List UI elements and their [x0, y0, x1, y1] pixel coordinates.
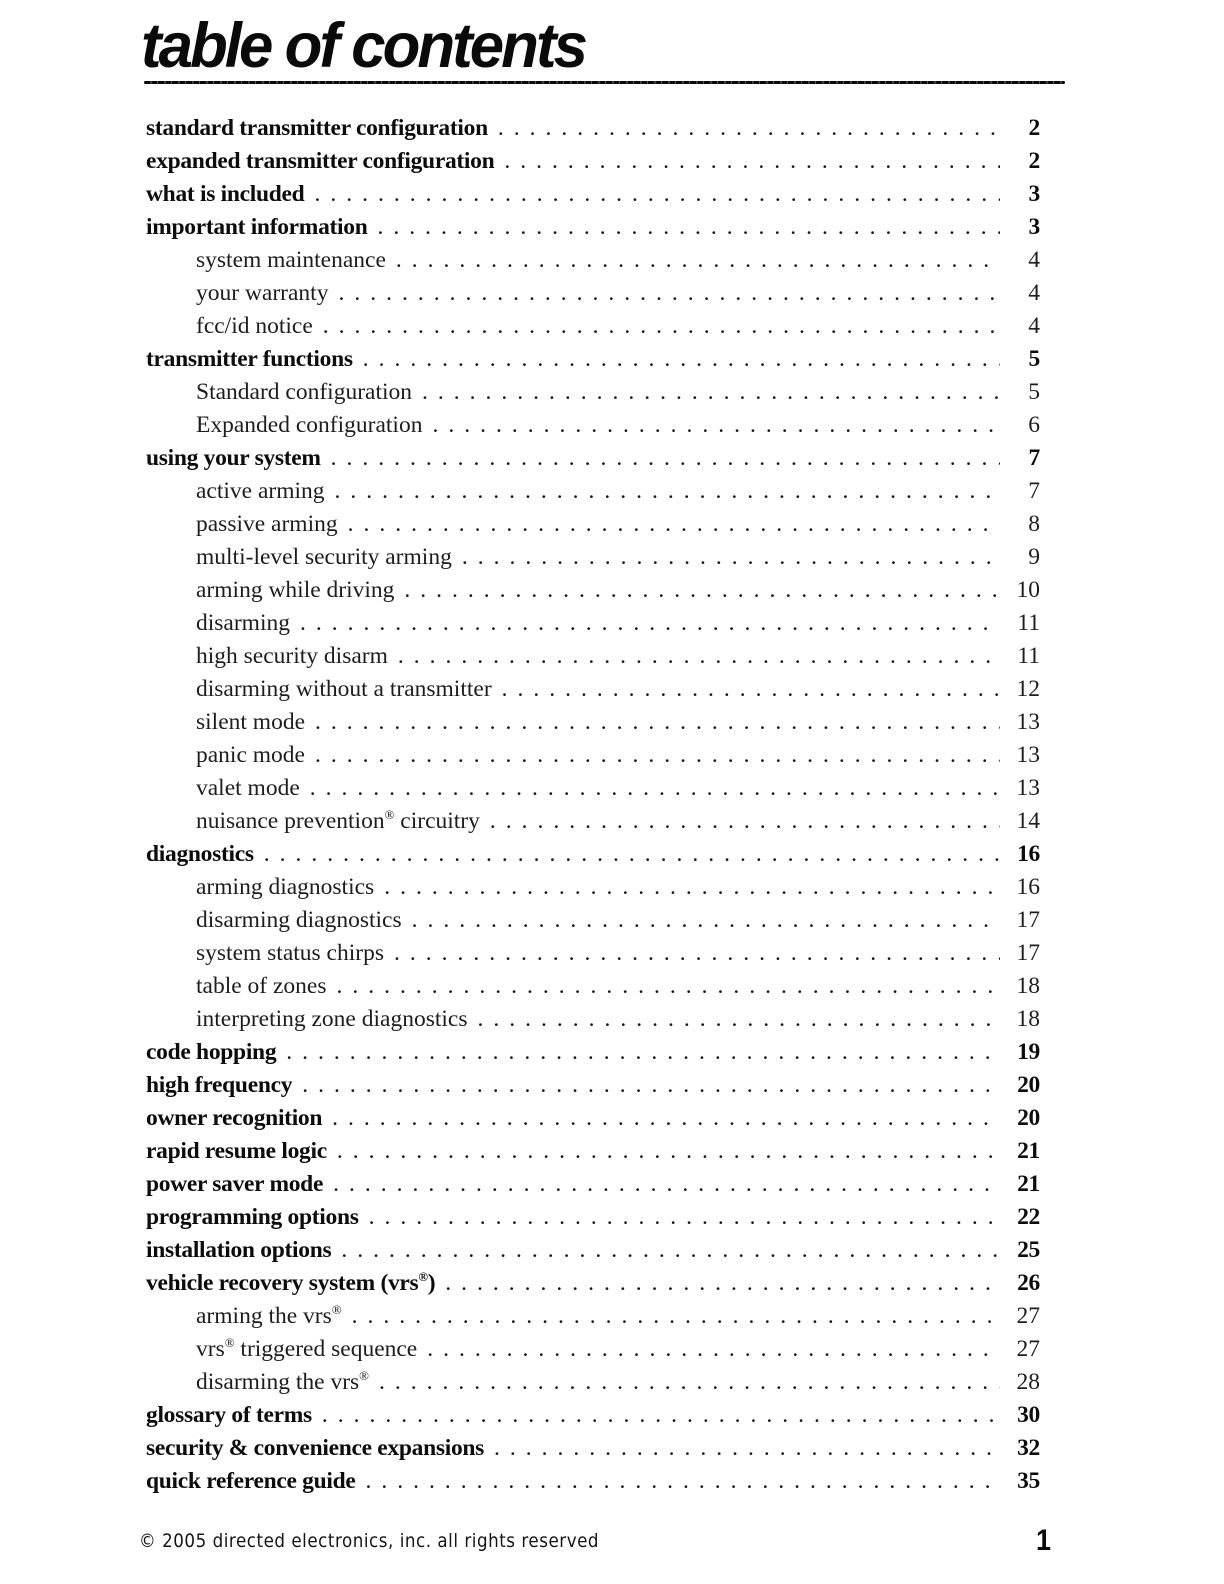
dot-leader — [462, 541, 1000, 574]
toc-entry-label: disarming without a transmitter — [196, 676, 492, 702]
dot-leader — [300, 607, 1000, 640]
toc-entry-page: 9 — [1028, 544, 1040, 570]
toc-entry-label: multi-level security arming — [196, 544, 452, 570]
toc-entry-label: quick reference guide — [146, 1468, 356, 1494]
page-number: 1 — [1036, 1524, 1052, 1557]
toc-entry-page: 3 — [1028, 214, 1040, 240]
toc-entry-label: standard transmitter configuration — [146, 115, 488, 141]
title-underline — [144, 81, 1065, 84]
toc-entry — [146, 1201, 1040, 1234]
dot-leader — [422, 376, 1000, 409]
toc-entry-label: passive arming — [196, 511, 338, 537]
toc-entry-page: 2 — [1028, 115, 1040, 141]
toc-entry-label: high frequency — [146, 1072, 293, 1098]
toc-entry — [146, 607, 1040, 640]
toc-entry-label: transmitter functions — [146, 346, 353, 372]
dot-leader — [384, 871, 1000, 904]
toc-entry-page: 27 — [1016, 1336, 1040, 1362]
toc-entry-label: high security disarm — [196, 643, 388, 669]
dot-leader — [323, 310, 1000, 343]
toc-entry — [146, 838, 1040, 871]
toc-entry-label: system maintenance — [196, 247, 386, 273]
dot-leader — [404, 574, 1000, 607]
toc-entry — [146, 244, 1040, 277]
toc-entry — [146, 343, 1040, 376]
toc-entry-page: 4 — [1028, 247, 1040, 273]
toc-entry — [146, 772, 1040, 805]
toc-entry-page: 22 — [1017, 1204, 1040, 1230]
toc-entry-label: important information — [146, 214, 368, 240]
toc-entry-page: 16 — [1016, 874, 1040, 900]
toc-entry — [146, 310, 1040, 343]
toc-entry — [146, 640, 1040, 673]
toc-entry — [146, 112, 1040, 145]
toc-entry-label: disarming the vrs® — [196, 1368, 369, 1395]
toc-entry — [146, 1069, 1040, 1102]
toc-entry-page: 32 — [1017, 1435, 1040, 1461]
dot-leader — [445, 1267, 1000, 1300]
toc-entry-label: table of zones — [196, 973, 327, 999]
toc-entry-page: 8 — [1028, 511, 1040, 537]
toc-entry-page: 17 — [1016, 907, 1040, 933]
dot-leader — [396, 244, 1000, 277]
dot-leader — [502, 673, 1000, 706]
toc-entry-label: fcc/id notice — [196, 313, 313, 339]
toc-entry-page: 28 — [1016, 1369, 1040, 1395]
toc-entry — [146, 145, 1040, 178]
toc-entry-label: expanded transmitter configuration — [146, 148, 495, 174]
dot-leader — [504, 145, 1000, 178]
toc-entry-label: silent mode — [196, 709, 305, 735]
toc-entry-page: 4 — [1028, 313, 1040, 339]
toc-entry-label: power saver mode — [146, 1171, 324, 1197]
dot-leader — [490, 805, 1000, 838]
toc-entry-page: 7 — [1028, 478, 1040, 504]
toc-entry — [146, 1366, 1040, 1399]
toc-entry-page: 11 — [1017, 643, 1040, 669]
toc-entry-page: 20 — [1017, 1072, 1040, 1098]
toc-entry-page: 4 — [1028, 280, 1040, 306]
dot-leader — [369, 1201, 1000, 1234]
dot-leader — [302, 1069, 1000, 1102]
toc-entry — [146, 508, 1040, 541]
toc-entry-label: vrs® triggered sequence — [196, 1335, 418, 1362]
toc-entry — [146, 541, 1040, 574]
toc-entry — [146, 574, 1040, 607]
toc-entry-label: programming options — [146, 1204, 359, 1230]
toc-entry-label: rapid resume logic — [146, 1138, 327, 1164]
toc-entry-page: 27 — [1016, 1303, 1040, 1329]
toc-entry-page: 21 — [1017, 1138, 1040, 1164]
toc-entry — [146, 673, 1040, 706]
dot-leader — [363, 343, 1000, 376]
toc-entry-page: 18 — [1016, 1006, 1040, 1032]
toc-entry — [146, 1003, 1040, 1036]
copyright-text: © 2005 directed electronics, inc. all rights reserved — [139, 1530, 600, 1552]
dot-leader — [394, 937, 1000, 970]
toc-entry-label: vehicle recovery system (vrs®) — [146, 1269, 436, 1296]
toc-entry — [146, 1135, 1040, 1168]
toc-entry-page: 16 — [1017, 841, 1040, 867]
dot-leader — [331, 442, 1000, 475]
toc-entry-page: 13 — [1016, 742, 1040, 768]
toc-entry — [146, 409, 1040, 442]
dot-leader — [264, 838, 1000, 871]
toc-entry — [146, 871, 1040, 904]
toc-entry-label: interpreting zone diagnostics — [196, 1006, 468, 1032]
toc-entry — [146, 805, 1040, 838]
toc-entry-label: installation options — [146, 1237, 332, 1263]
dot-leader — [378, 211, 1000, 244]
dot-leader — [366, 1465, 1000, 1498]
toc-entry-page: 35 — [1017, 1468, 1040, 1494]
dot-leader — [352, 1300, 1000, 1333]
toc-entry-page: 20 — [1017, 1105, 1040, 1131]
toc-entry — [146, 1168, 1040, 1201]
page-title: table of contents — [141, 11, 585, 81]
toc-entry-page: 14 — [1016, 808, 1040, 834]
toc-entry-label: code hopping — [146, 1039, 277, 1065]
toc-entry-page: 17 — [1016, 940, 1040, 966]
toc-entry-label: arming diagnostics — [196, 874, 375, 900]
toc-entry-page: 10 — [1016, 577, 1040, 603]
toc-entry — [146, 937, 1040, 970]
toc-entry-label: arming while driving — [196, 577, 395, 603]
toc-entry-label: system status chirps — [196, 940, 384, 966]
dot-leader — [427, 1333, 1000, 1366]
dot-leader — [332, 1102, 1000, 1135]
toc-entry-label: glossary of terms — [146, 1402, 312, 1428]
dot-leader — [348, 508, 1000, 541]
toc-entry-label: disarming — [196, 610, 290, 636]
dot-leader — [310, 772, 1000, 805]
toc-entry-label: active arming — [196, 478, 325, 504]
toc-entry-page: 11 — [1017, 610, 1040, 636]
toc-entry-label: arming the vrs® — [196, 1302, 342, 1329]
dot-leader — [494, 1432, 1000, 1465]
toc-entry — [146, 1399, 1040, 1432]
toc-entry-label: security & convenience expansions — [146, 1435, 485, 1461]
toc-entry — [146, 1300, 1040, 1333]
toc-entry — [146, 1465, 1040, 1498]
toc-entry-label: Standard configuration — [196, 379, 413, 405]
toc-entry — [146, 970, 1040, 1003]
toc-entry — [146, 376, 1040, 409]
dot-leader — [315, 706, 1000, 739]
dot-leader — [341, 1234, 1000, 1267]
toc-entry-label: disarming diagnostics — [196, 907, 402, 933]
toc-list — [146, 112, 1040, 1498]
toc-entry-page: 3 — [1028, 181, 1040, 207]
toc-entry-page: 5 — [1028, 379, 1040, 405]
toc-entry — [146, 739, 1040, 772]
dot-leader — [315, 739, 1000, 772]
toc-entry-label: valet mode — [196, 775, 300, 801]
toc-entry-page: 30 — [1017, 1402, 1040, 1428]
toc-entry-page: 13 — [1016, 709, 1040, 735]
toc-entry-page: 2 — [1028, 148, 1040, 174]
toc-entry — [146, 178, 1040, 211]
toc-entry-label: what is included — [146, 181, 305, 207]
toc-entry-label: nuisance prevention® circuitry — [196, 807, 480, 834]
toc-entry-page: 21 — [1017, 1171, 1040, 1197]
dot-leader — [337, 1135, 1000, 1168]
dot-leader — [337, 970, 1000, 1003]
toc-entry — [146, 1267, 1040, 1300]
toc-entry-page: 25 — [1017, 1237, 1040, 1263]
toc-entry-label: your warranty — [196, 280, 329, 306]
toc-entry — [146, 211, 1040, 244]
toc-entry — [146, 442, 1040, 475]
toc-entry-page: 13 — [1016, 775, 1040, 801]
toc-entry — [146, 1432, 1040, 1465]
dot-leader — [333, 1168, 1000, 1201]
toc-entry — [146, 1102, 1040, 1135]
dot-leader — [498, 112, 1000, 145]
toc-entry-label: panic mode — [196, 742, 305, 768]
dot-leader — [335, 475, 1000, 508]
dot-leader — [432, 409, 1000, 442]
dot-leader — [338, 277, 1000, 310]
dot-leader — [477, 1003, 1000, 1036]
toc-entry — [146, 277, 1040, 310]
dot-leader — [322, 1399, 1000, 1432]
toc-entry-page: 18 — [1016, 973, 1040, 999]
toc-entry — [146, 1036, 1040, 1069]
toc-entry — [146, 475, 1040, 508]
toc-entry — [146, 904, 1040, 937]
toc-entry-page: 12 — [1016, 676, 1040, 702]
toc-entry — [146, 706, 1040, 739]
toc-entry-page: 7 — [1028, 445, 1040, 471]
dot-leader — [412, 904, 1000, 937]
toc-entry-page: 19 — [1017, 1039, 1040, 1065]
dot-leader — [286, 1036, 1000, 1069]
toc-entry — [146, 1333, 1040, 1366]
toc-entry-page: 6 — [1028, 412, 1040, 438]
toc-entry-page: 26 — [1017, 1270, 1040, 1296]
dot-leader — [398, 640, 1000, 673]
toc-entry-label: Expanded configuration — [196, 412, 423, 438]
toc-entry-page: 5 — [1028, 346, 1040, 372]
dot-leader — [314, 178, 1000, 211]
toc-entry-label: using your system — [146, 445, 321, 471]
toc-entry — [146, 1234, 1040, 1267]
toc-entry-label: diagnostics — [146, 841, 254, 867]
toc-entry-label: owner recognition — [146, 1105, 323, 1131]
dot-leader — [379, 1366, 1000, 1399]
